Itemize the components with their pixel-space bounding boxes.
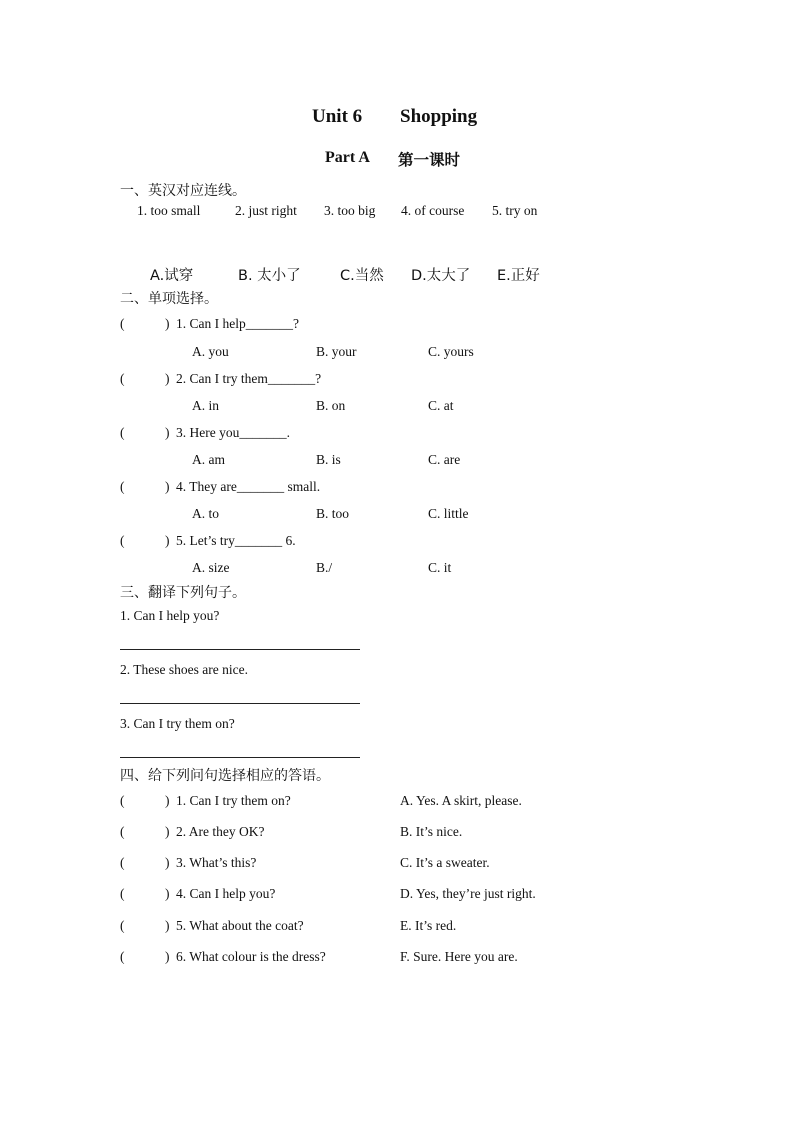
- section4-heading: 四、给下列问句选择相应的答语。: [120, 768, 330, 784]
- match-chinese-d: D.太大了: [411, 268, 471, 284]
- answer-paren-open: (: [120, 949, 125, 964]
- match-chinese-a: A.试穿: [150, 268, 194, 284]
- translate-sentence-3: 3. Can I try them on?: [120, 716, 235, 731]
- option-b: B. your: [316, 344, 357, 359]
- question-stem: 3. Here you_______.: [176, 425, 290, 440]
- match-question: 3. What’s this?: [176, 855, 257, 870]
- question-stem: 1. Can I help_______?: [176, 316, 299, 331]
- question-stem: 4. They are_______ small.: [176, 479, 321, 494]
- match-english-3: 3. too big: [324, 203, 376, 218]
- answer-paren-close: ): [165, 855, 170, 870]
- section3-heading: 三、翻译下列句子。: [120, 585, 246, 601]
- answer-paren-open: (: [120, 886, 125, 901]
- answer-line-2[interactable]: [120, 703, 360, 704]
- answer-paren-open: (: [120, 479, 125, 494]
- answer-paren-close: ): [165, 425, 170, 440]
- answer-paren-open: (: [120, 316, 125, 331]
- match-question: 2. Are they OK?: [176, 824, 265, 839]
- section2-heading: 二、单项选择。: [120, 291, 218, 307]
- match-chinese-e: E.正好: [497, 268, 540, 284]
- option-b: B./: [316, 560, 333, 575]
- part-label: Part A: [325, 149, 370, 166]
- match-question: 4. Can I help you?: [176, 886, 276, 901]
- answer-paren-close: ): [165, 918, 170, 933]
- option-b: B. too: [316, 506, 350, 521]
- match-chinese-b: B. 太小了: [238, 268, 301, 284]
- match-answer: C. It’s a sweater.: [400, 855, 490, 870]
- option-c: C. are: [428, 452, 461, 467]
- answer-paren-open: (: [120, 918, 125, 933]
- answer-paren-open: (: [120, 824, 125, 839]
- match-answer: B. It’s nice.: [400, 824, 463, 839]
- answer-paren-open: (: [120, 533, 125, 548]
- option-c: C. little: [428, 506, 469, 521]
- match-question: 5. What about the coat?: [176, 918, 304, 933]
- option-a: A. am: [192, 452, 225, 467]
- match-english-2: 2. just right: [235, 203, 297, 218]
- answer-paren-close: ): [165, 316, 170, 331]
- option-a: A. in: [192, 398, 219, 413]
- unit-title: Unit 6: [312, 106, 363, 127]
- section1-heading: 一、英汉对应连线。: [120, 183, 246, 199]
- translate-sentence-1: 1. Can I help you?: [120, 608, 220, 623]
- match-english-4: 4. of course: [401, 203, 465, 218]
- option-a: A. you: [192, 344, 229, 359]
- option-c: C. at: [428, 398, 454, 413]
- answer-paren-close: ): [165, 949, 170, 964]
- topic-title: Shopping: [400, 106, 478, 127]
- answer-paren-close: ): [165, 479, 170, 494]
- answer-paren-close: ): [165, 886, 170, 901]
- answer-paren-close: ): [165, 824, 170, 839]
- answer-line-3[interactable]: [120, 757, 360, 758]
- answer-paren-open: (: [120, 425, 125, 440]
- option-c: C. it: [428, 560, 452, 575]
- answer-paren-close: ): [165, 793, 170, 808]
- answer-line-1[interactable]: [120, 649, 360, 650]
- match-question: 6. What colour is the dress?: [176, 949, 326, 964]
- answer-paren-open: (: [120, 855, 125, 870]
- match-question: 1. Can I try them on?: [176, 793, 291, 808]
- match-english-1: 1. too small: [137, 203, 201, 218]
- match-english-5: 5. try on: [492, 203, 538, 218]
- answer-paren-close: ): [165, 371, 170, 386]
- option-b: B. on: [316, 398, 346, 413]
- option-a: A. size: [192, 560, 230, 575]
- match-answer: A. Yes. A skirt, please.: [400, 793, 522, 808]
- option-a: A. to: [192, 506, 219, 521]
- question-stem: 2. Can I try them_______?: [176, 371, 322, 386]
- question-stem: 5. Let’s try_______ 6.: [176, 533, 296, 548]
- answer-paren-open: (: [120, 793, 125, 808]
- match-answer: E. It’s red.: [400, 918, 457, 933]
- option-b: B. is: [316, 452, 341, 467]
- match-answer: D. Yes, they’re just right.: [400, 886, 536, 901]
- translate-sentence-2: 2. These shoes are nice.: [120, 662, 248, 677]
- match-answer: F. Sure. Here you are.: [400, 949, 518, 964]
- option-c: C. yours: [428, 344, 474, 359]
- answer-paren-open: (: [120, 371, 125, 386]
- lesson-label: 第一课时: [398, 151, 461, 169]
- answer-paren-close: ): [165, 533, 170, 548]
- match-chinese-c: C.当然: [340, 268, 384, 284]
